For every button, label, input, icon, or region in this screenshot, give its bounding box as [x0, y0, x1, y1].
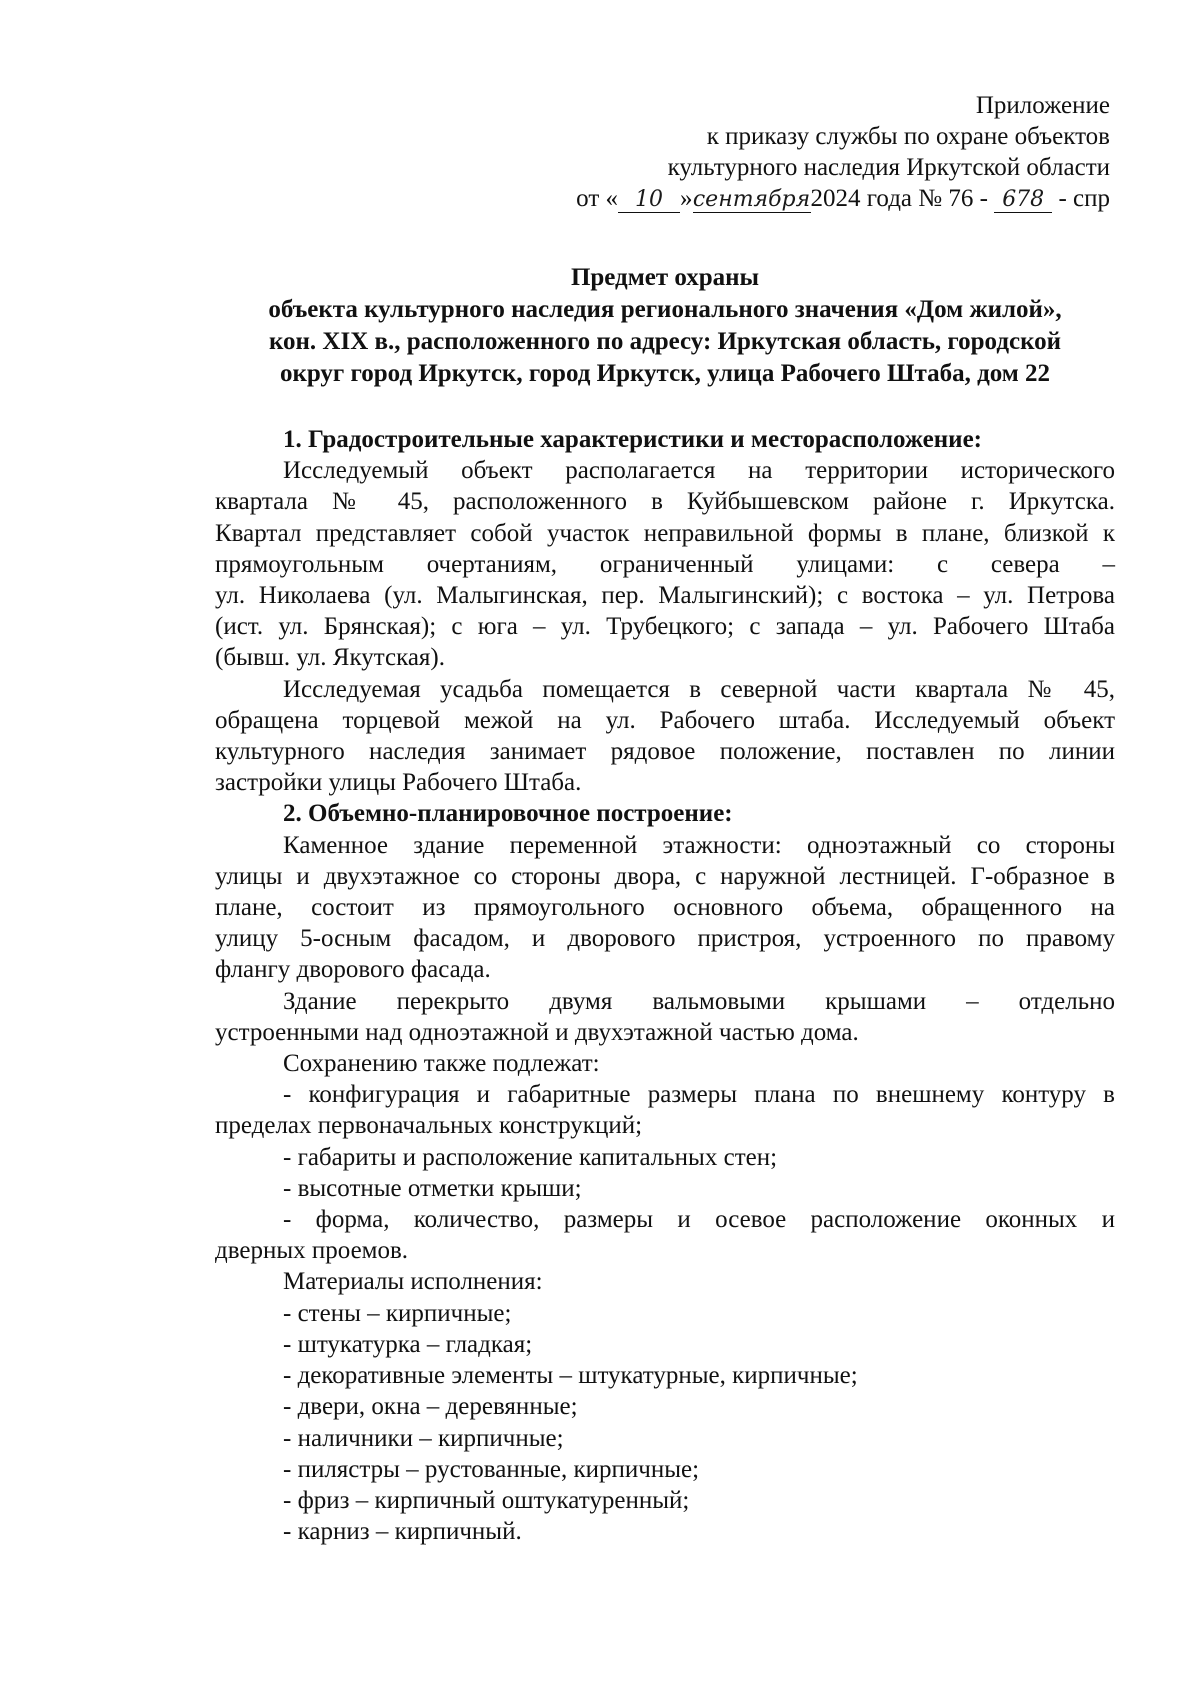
date-prefix: от «	[576, 185, 619, 212]
paragraph-line: Каменное здание переменной этажности: одноэтажный со стороны	[283, 831, 1115, 859]
appendix-line-2: к приказу службы по охране объектов	[706, 123, 1110, 150]
material-item: - двери, окна – деревянные;	[283, 1393, 578, 1421]
paragraph-line: Сохранению также подлежат:	[283, 1050, 600, 1078]
handwritten-day: 10	[618, 188, 680, 213]
handwritten-month: сентября	[692, 187, 811, 212]
document-title	[215, 262, 1115, 390]
order-year-number: 2024 года № 76 -	[810, 185, 988, 212]
paragraph-line: устроенными над одноэтажной и двухэтажной частью дома.	[215, 1018, 859, 1046]
paragraph-line: застройки улицы Рабочего Штаба.	[215, 769, 582, 797]
list-item: - форма, количество, размеры и осевое расположение оконных и	[283, 1206, 1115, 1234]
paragraph-line: Исследуемая усадьба помещается в северной части квартала № 45,	[283, 675, 1115, 703]
paragraph-line: (бывш. ул. Якутская).	[215, 644, 446, 672]
list-item: - конфигурация и габаритные размеры плана по внешнему контуру в	[283, 1081, 1115, 1109]
material-item: - наличники – кирпичные;	[283, 1424, 564, 1452]
appendix-date-line	[576, 183, 1110, 214]
paragraph-line: культурного наследия занимает рядовое положение, поставлен по линии	[215, 738, 1115, 766]
date-mid: »	[680, 185, 693, 212]
paragraph-line: ул. Николаева (ул. Малыгинская, пер. Малыгинский); с востока – ул. Петрова	[215, 582, 1115, 610]
material-item: - фриз – кирпичный оштукатуренный;	[283, 1486, 690, 1514]
materials-heading: Материалы исполнения:	[283, 1268, 543, 1296]
title-line-2: объекта культурного наследия регионального значения «Дом жилой»,	[268, 296, 1062, 323]
paragraph-line: Квартал представляет собой участок неправильной формы в плане, близкой к	[215, 519, 1115, 547]
paragraph-line: улицы и двухэтажное со стороны двора, с наружной лестницей. Г-образное в	[215, 862, 1115, 890]
material-item: - карниз – кирпичный.	[283, 1518, 522, 1546]
paragraph-line: квартала № 45, расположенного в Куйбышевском районе г. Иркутска.	[215, 488, 1115, 516]
appendix-line-3: культурного наследия Иркутской области	[667, 154, 1110, 181]
material-item: - декоративные элементы – штукатурные, кирпичные;	[283, 1362, 858, 1390]
material-item: - пилястры – рустованные, кирпичные;	[283, 1455, 700, 1483]
appendix-header	[576, 90, 1110, 214]
paragraph-line: плане, состоит из прямоугольного основного объема, обращенного на	[215, 894, 1115, 922]
title-line-1: Предмет охраны	[570, 264, 760, 291]
document-body	[215, 424, 1115, 1547]
list-item: - габариты и расположение капитальных стен;	[283, 1143, 778, 1171]
list-item: - высотные отметки крыши;	[283, 1174, 582, 1202]
order-suffix: - спр	[1058, 185, 1110, 212]
material-item: - стены – кирпичные;	[283, 1299, 512, 1327]
section-2-heading: 2. Объемно-планировочное построение:	[283, 800, 733, 828]
material-item: - штукатурка – гладкая;	[283, 1330, 533, 1358]
paragraph-line: улицу 5-осным фасадом, и дворового пристроя, устроенного по правому	[215, 925, 1115, 953]
paragraph-line: обращена торцевой межой на ул. Рабочего штаба. Исследуемый объект	[215, 706, 1115, 734]
list-item-continuation: пределах первоначальных конструкций;	[215, 1112, 643, 1140]
paragraph-line: Исследуемый объект располагается на территории исторического	[283, 457, 1115, 485]
title-line-4: округ город Иркутск, город Иркутск, улица Рабочего Штаба, дом 22	[279, 360, 1051, 387]
appendix-line-1: Приложение	[975, 92, 1110, 119]
paragraph-line: прямоугольным очертаниям, ограниченный улицами: с севера –	[215, 550, 1115, 578]
title-line-3: кон. XIX в., расположенного по адресу: Иркутская область, городской	[268, 328, 1062, 355]
section-1-heading: 1. Градостроительные характеристики и месторасположение:	[283, 426, 982, 453]
paragraph-line: Здание перекрыто двумя вальмовыми крышами – отдельно	[283, 987, 1115, 1015]
paragraph-line: (ист. ул. Брянская); с юга – ул. Трубецкого; с запада – ул. Рабочего Штаба	[215, 613, 1115, 641]
paragraph-line: флангу дворового фасада.	[215, 956, 491, 984]
list-item-continuation: дверных проемов.	[215, 1237, 409, 1265]
handwritten-order-number: 678	[994, 188, 1052, 213]
